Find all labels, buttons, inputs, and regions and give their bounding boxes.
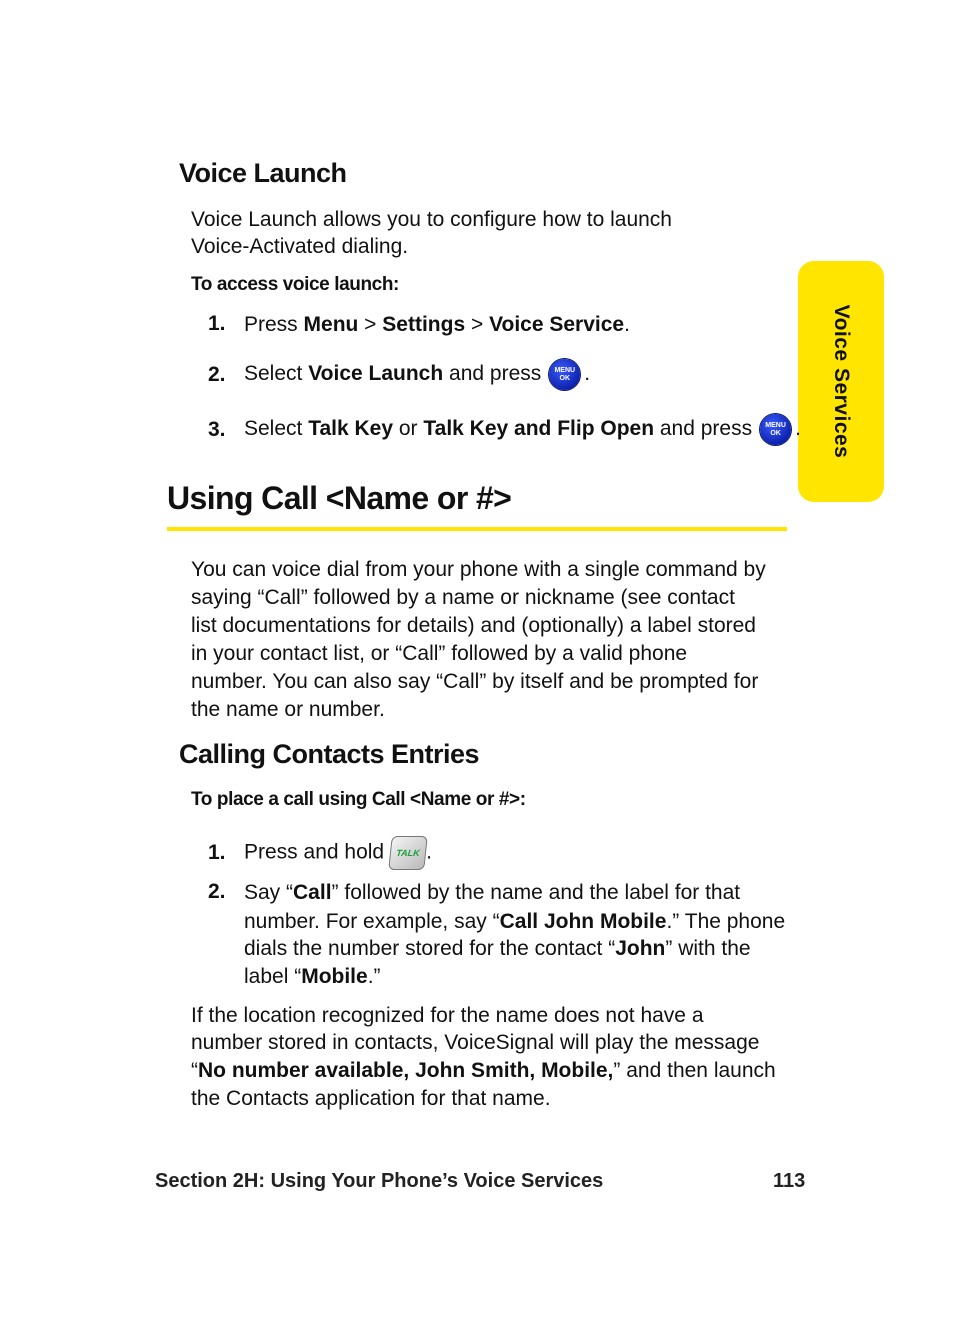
paragraph-line: “No number available, John Smith, Mobile,” and then launch <box>191 1059 776 1082</box>
paragraph-line: You can voice dial from your phone with a single command by <box>191 558 766 581</box>
voice-launch-intro-line-1: Voice Launch allows you to configure how to launch <box>191 208 672 231</box>
voice-launch-step-2: Select Voice Launch and press MENU OK . <box>244 359 590 390</box>
calling-step-2-line-4: label “Mobile.” <box>244 965 381 988</box>
section-side-tab <box>798 261 884 502</box>
paragraph-line: list documentations for details) and (optionally) a label stored <box>191 614 756 637</box>
voice-launch-heading: Voice Launch <box>179 158 347 188</box>
voice-launch-step-3: Select Talk Key or Talk Key and Flip Open and press MENU OK . <box>244 414 801 445</box>
calling-step-2-line-1: Say “Call” followed by the name and the label for that <box>244 881 741 904</box>
voice-launch-step-1: Press Menu > Settings > Voice Service. <box>244 313 630 336</box>
paragraph-line: saying “Call” followed by a name or nickname (see contact <box>191 586 735 609</box>
paragraph-line: number stored in contacts, VoiceSignal will play the message <box>191 1031 760 1054</box>
paragraph-line: the Contacts application for that name. <box>191 1087 551 1110</box>
voice-launch-intro-line-2: Voice-Activated dialing. <box>191 235 409 258</box>
menu-ok-icon: MENU OK <box>760 414 791 445</box>
step-number: 3. <box>208 418 226 441</box>
calling-contacts-subheading: To place a call using Call <Name or #>: <box>191 789 526 810</box>
footer-section-title: Section 2H: Using Your Phone’s Voice Services <box>155 1170 604 1192</box>
side-tab-label: Voice Services <box>830 304 853 459</box>
voice-launch-subheading: To access voice launch: <box>191 274 399 295</box>
step-number: 2. <box>208 880 226 903</box>
heading-rule <box>167 527 787 531</box>
step-number: 1. <box>208 841 226 864</box>
step-number: 1. <box>208 312 226 335</box>
paragraph-line: number. You can also say “Call” by itself and be prompted for <box>191 670 759 693</box>
paragraph-line: the name or number. <box>191 698 385 721</box>
paragraph-line: in your contact list, or “Call” followed by a valid phone <box>191 642 688 665</box>
using-call-heading: Using Call <Name or #> <box>167 480 512 516</box>
talk-key-icon: TALK <box>388 836 428 870</box>
step-number: 2. <box>208 363 226 386</box>
calling-step-2-line-2: number. For example, say “Call John Mobile.” The phone <box>244 910 786 933</box>
paragraph-line: If the location recognized for the name does not have a <box>191 1004 704 1027</box>
calling-contacts-heading: Calling Contacts Entries <box>179 739 480 769</box>
calling-step-2-line-3: dials the number stored for the contact “John” with the <box>244 937 751 960</box>
page-number: 113 <box>773 1170 806 1192</box>
calling-step-1: Press and hold TALK . <box>244 836 432 870</box>
menu-ok-icon: MENU OK <box>549 359 580 390</box>
